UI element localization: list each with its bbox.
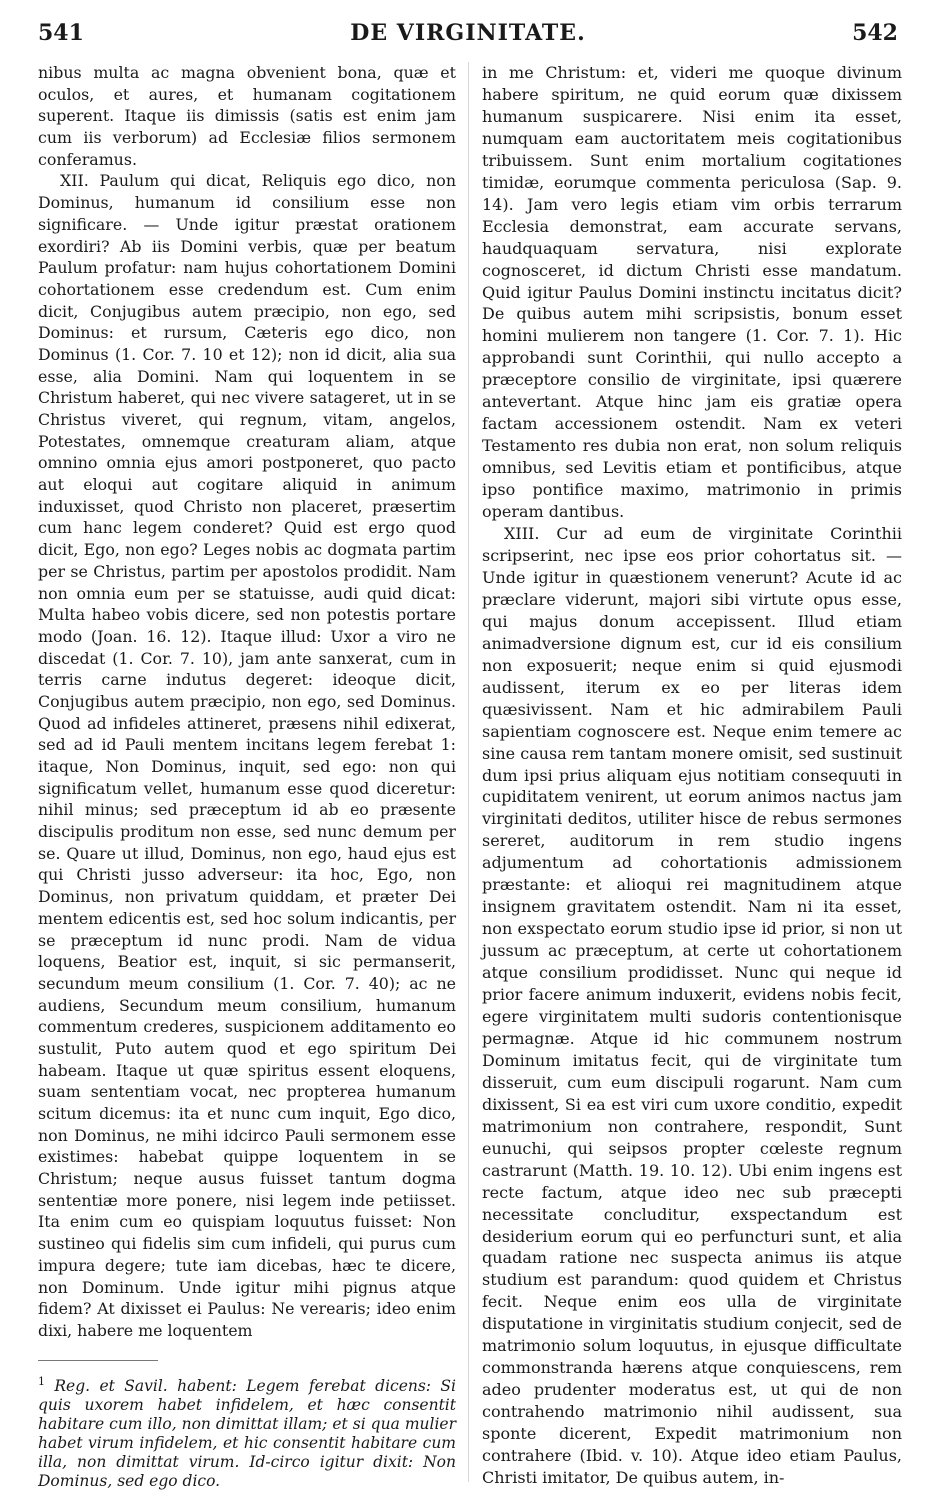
paragraph-section-xii: XII. Paulum qui dicat, Reliquis ego dico, non Dominus, humanum id consilium esse non significare. — Unde igitur præstat orationem exordiri? Ab iis Domini verbis, quæ per beatum Paulum profatur: nam hujus cohortationem Domini cohortationem esse credendum est. Cum enim dicit, Conjugibus autem præcipio, non ego, sed Dominus: et rursum, Cæteris ego dico, non Dominus (1. Cor. 7. 10 et 12); non id dicit, alia sua esse, alia Domini. Nam qui loquentem in se Christum haberet, qui nec vivere satageret, ut in se Christus viveret, qui regnum, vitam, angelos, Potestates, omnemque creaturam aliam, atque omnino omnia ejus amori postponeret, quo pacto aut eloqui aut cogitare aliquid in animum induxisset, quod Christo non placeret, præsertim cum hanc legem conderet? Quid est ergo quod dicit, Ego, non ego? Leges nobis ac dogmata partim per se Christus, partim per apostolos prodidit. Nam non omnia eum per se statuisse, audi quid dicat: Multa habeo vobis dicere, sed non potestis portare modo (Joan. 16. 12). Itaque illud: Uxor a viro ne discedat (1. Cor. 7. 10), jam ante sanxerat, cum in terris carne indutus degeret: ideoque dicit, Conjugibus autem præcipio, non ego, sed Dominus. Quod ad infideles attineret, præsens nihil edixerat, sed ad id Pauli mentem incitans legem ferebat 1: itaque, Non Dominus, inquit, sed ego: non qui significatum vellet, humanum esse quod diceretur: nihil minus; sed præceptum id ab eo præsente discipulis proditum non esse, sed nunc demum per se. Quare ut illud, Dominus, non ego, haud ejus est qui Christi jusso adverseur: ita hoc, Ego, non Dominus, non privatum quiddam, et præter Dei mentem edicentis est, sed hoc solum indicantis, per se præceptum id nunc prodi. Nam de vidua loquens, Beatior est, inquit, si sic permanserit, secundum meum consilium (1. Cor. 7. 40); ac ne audiens, Secundum meum consilium, humanum commentum crederes, suspicionem additamento eo sustulit, Puto autem quod et ego spiritum Dei habeam. Itaque ut quæ spiritus essent eloquens, suam sententiam vocat, nec propterea humanum scitum dicemus: ita et nunc cum inquit, Ego dico, non Dominus, ne mihi idcirco Pauli sermonem esse existimes: habebat quippe loquentem in se Christum; neque ausus fuisset tantum dogma sententiæ more ponere, nisi legem inde petiisset. Ita enim cum eo quispiam loquutus fuisset: Non sustineo qui fidelis sim cum infideli, qui purus cum impura degere; tute iam dicebas, hæc te dicere, non Dominum. Unde igitur mihi pignus atque fidem? At dixisset ei Paulus: Ne verearis; ideo enim dixi, habere me loquentem bbox=[38, 171, 456, 1340]
paragraph-continuation: nibus multa ac magna obvenient bona, quæ et oculos, et aures, et humanam cogitationem superent. Itaque iis dimissis (satis est enim jam cum iis verborum) ad Ecclesiæ filios sermonem conferamus. bbox=[38, 63, 456, 169]
page-header bbox=[38, 20, 898, 50]
left-column bbox=[38, 62, 456, 1342]
paragraph-continuation-right: in me Christum: et, videri me quoque divinum habere spiritum, ne quid eorum quæ dixissem humanum suspicarere. Nisi enim ita esset, numquam eam auctoritatem meis cogitationibus tribuissem. Sunt enim mortalium cogitationes timidæ, eorumque commenta periculosa (Sap. 9. 14). Jam vero legis etiam vim orbis terrarum Ecclesia demonstrat, eam accurate servans, haudquaquam servatura, nisi explorate cognosceret, id dictum Christi esse mandatum. Quid igitur Paulus Domini instinctu incitatus dicit? De quibus autem mihi scripsistis, bonum esset homini mulierem non tangere (1. Cor. 7. 1). Hic approbandi sunt Corinthii, qui nullo accepto a præceptore consilio de virginitate, ipsi quærere antevertant. Atque hinc jam eis gratiæ opera factam accessionem ostendit. Nam ex veteri Testamento res dubia non erat, non solum reliquis omnibus, sed Levitis etiam et pontificibus, atque ipso pontifice maximo, matrimonio in primis operam dantibus. bbox=[482, 63, 902, 522]
column-divider bbox=[468, 62, 469, 1482]
footnote-mark: 1 bbox=[38, 1375, 45, 1388]
right-column bbox=[482, 62, 902, 1489]
paragraph-section-xiii: XIII. Cur ad eum de virginitate Corinthii scripserint, nec ipse eos prior cohortatus sit. — Unde igitur in quæstionem venerunt? Acute id ac præclare viderunt, majori sibi virtute opus esse, qui majus donum accepissent. Illud etiam animadversione dignum est, cur id eis consilium non exposuerit; neque enim si quid ejusmodi audissent, iterum ex eo per literas idem quæsivissent. Nam et hic admirabilem Pauli sapientiam cognoscere est. Neque enim temere ac sine causa rem tantam monere omisit, sed sustinuit dum ipsi prius aliquam ejus notitiam consequuti in cupiditatem venirent, ut eorum animos nactus jam virginitati deditos, utiliter hisce de rebus sermones sereret, auditorum in rem studio ingens adjumentum ad cohortationis admissionem præstante: et alioqui rei magnitudinem atque insignem gravitatem ostendit. Nam ni ita esset, non exspectato eorum studio ipse id prior, si non ut jussum ac præceptum, at certe ut cohortationem atque consilium prodidisset. Nunc qui neque id prior facere animum induxerit, evidens nobis fecit, egere virginitatem multi sudoris contentionisque permagnæ. Atque id hic communem nostrum Dominum imitatus fecit, qui de virginitate tum disseruit, cum eum discipuli rogarunt. Nam cum dixissent, Si ea est viri cum uxore conditio, expedit matrimonium non contrahere, respondit, Sunt eunuchi, qui seipsos propter cœleste regnum castrarunt (Matth. 19. 10. 12). Ubi enim ingens est recte factum, atque ideo nec sub præcepti necessitate concluditur, exspectandum est desiderium eorum qui eo perfuncturi sunt, et alia quadam ratione nec suspecta animus iis atque studium est parandum: quod quidem et Christus fecit. Neque enim eos ulla de virginitate disputatione in virginitatis studium conjecit, sed de matrimonio solum loquutus, in ejusque difficultate commonstranda hærens atque conquiescens, rem adeo prudenter moderatus est, ut qui de non contrahendo matrimonio nihil audissent, sua sponte dicerent, Expedit matrimonium non contrahere (Ibid. v. 10). Atque ideo etiam Paulus, Christi imitator, De quibus autem, in- bbox=[482, 524, 902, 1487]
page-number-right: 542 bbox=[852, 20, 898, 46]
footnote bbox=[38, 1372, 456, 1491]
footnote-rule bbox=[38, 1360, 158, 1361]
footnote-text: Reg. et Savil. habent: Legem ferebat dicens: Si quis uxorem habet infidelem, et hæc consentit habitare cum illo, non dimittat illam; et si qua mulier habet virum infidelem, et hic consentit habitare cum illa, non dimittat virum. Id-circo igitur dixit: Non Dominus, sed ego dico. bbox=[38, 1377, 456, 1491]
page-number-left: 541 bbox=[38, 20, 84, 46]
running-title: DE VIRGINITATE. bbox=[350, 20, 586, 46]
